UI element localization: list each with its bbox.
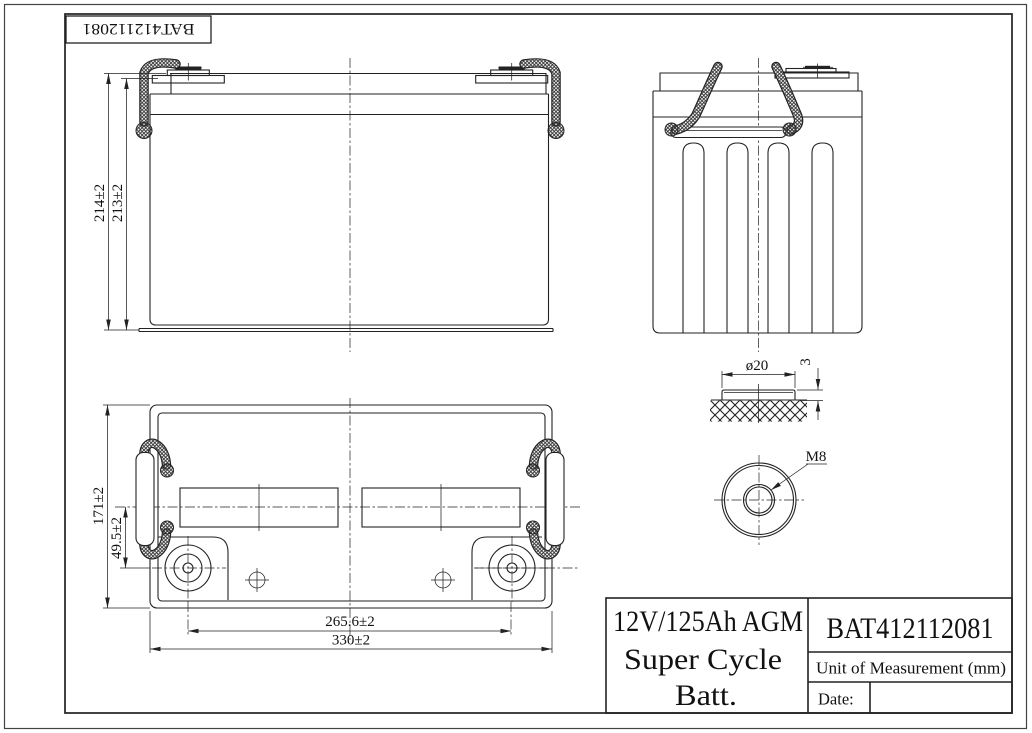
dim-height-inner: 213±2 [110, 183, 126, 223]
handle-knob [548, 123, 564, 139]
dim-terminal-thread: M8 [805, 449, 827, 465]
product-name-line3: Batt. [675, 679, 737, 712]
unit-of-measurement-label: Unit of Measurement (mm) [816, 658, 1006, 678]
dim-terminal-pitch: 265.6±2 [325, 614, 375, 630]
handle-knob [136, 123, 152, 139]
product-name-line2: Super Cycle [624, 643, 782, 676]
dim-depth: 171±2 [91, 486, 107, 526]
title-part-number: BAT412112081 [826, 612, 994, 645]
date-label: Date: [818, 689, 854, 709]
dim-terminal-diameter: ø20 [745, 358, 769, 374]
handle-knob [783, 123, 796, 136]
dim-height-outer: 214±2 [92, 183, 108, 223]
product-name-line1: 12V/125Ah AGM [613, 605, 803, 638]
dim-terminal-offset: 49.5±2 [109, 517, 125, 559]
stamp-part-number: BAT412112081 [82, 20, 195, 37]
svg-text:3: 3 [798, 358, 814, 366]
handle-knob [665, 123, 678, 136]
dim-overall-length: 330±2 [331, 632, 371, 649]
